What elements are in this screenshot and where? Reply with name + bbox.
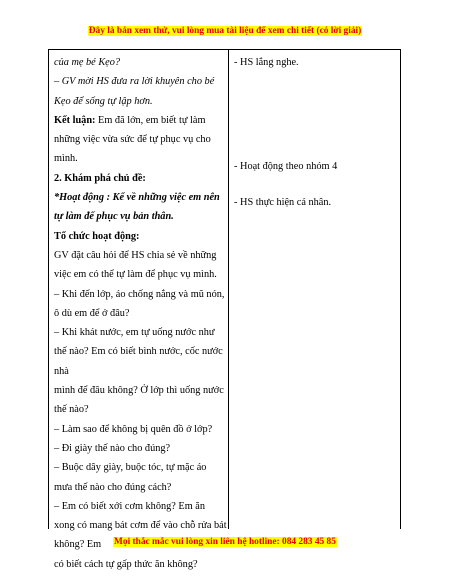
organization-heading: Tổ chức hoạt động: [54, 230, 140, 242]
conclusion-text: Em đã lớn, em biết tự làm [95, 114, 206, 126]
text-line: – GV mời HS đưa ra lời khuyên cho bé [54, 76, 215, 88]
text-line: – Đi giày thế nào cho đúng? [54, 442, 171, 454]
text-line: – Khi đến lớp, áo chống nắng và mũ nón, [54, 288, 225, 300]
text-line: có biết cách tự gấp thức ăn không? [54, 558, 198, 570]
text-line: – Khi khát nước, em tự uống nước như [54, 327, 215, 339]
activity-heading: tự làm để phục vụ bản thân. [54, 211, 174, 223]
text-line: mưa thế nào cho đúng cách? [54, 481, 172, 493]
text-line: ô dù em để ở đâu? [54, 307, 130, 319]
column-divider [228, 50, 229, 529]
student-activity: - Hoạt động theo nhóm 4 [234, 161, 338, 172]
student-activity: - HS thực hiện cá nhân. [234, 197, 332, 208]
student-activities-r1 [234, 53, 400, 72]
text-line: nhà [54, 365, 69, 377]
text-line: xong có mang bát cơm để vào chỗ rửa bát [54, 520, 227, 532]
hotline-notice-text: Mọi thắc mắc vui lòng xin liên hệ hotline: 084 283 45 85 [114, 537, 336, 547]
activity-heading: *Hoạt động : Kể về những việc em nên [54, 192, 220, 204]
text-line: GV đặt câu hỏi để HS chia sẻ về những [54, 249, 217, 261]
teacher-activities-column [54, 53, 226, 574]
text-line: mình để đâu không? Ở lớp thì uống nước [54, 385, 224, 397]
text-line: việc em có thể tự làm để phục vụ mình. [54, 269, 217, 281]
preview-notice [0, 26, 450, 36]
preview-notice-text: Đây là bản xem thử, vui lòng mua tài liệu để xem chi tiết (có lời giải) [88, 26, 362, 36]
text-line: Kẹo để sống tự lập hơn. [54, 95, 153, 107]
text-line: thế nào? [54, 404, 89, 416]
hotline-notice [0, 537, 450, 547]
text-line: thế nào? Em có biết bình nước, cốc nước [54, 346, 223, 358]
student-activities-r3 [234, 193, 400, 212]
text-line: mình. [54, 153, 78, 165]
text-line: những việc vừa sức để tự phục vụ cho [54, 134, 211, 146]
student-activity: - HS lắng nghe. [234, 57, 299, 68]
text-line: – Buộc dây giày, buộc tóc, tự mặc áo [54, 462, 207, 474]
conclusion-line [54, 111, 226, 130]
section-heading: 2. Khám phá chủ đề: [54, 172, 146, 184]
text-line: không? Em [54, 539, 102, 551]
text-line: – Làm sao để không bị quên đồ ở lớp? [54, 423, 213, 435]
student-activities-r2 [234, 157, 400, 176]
conclusion-label: Kết luận: [54, 114, 96, 126]
text-line: – Em có biết xới cơm không? Em ăn [54, 500, 206, 512]
text-line: của mẹ bé Kẹo? [54, 57, 121, 68]
